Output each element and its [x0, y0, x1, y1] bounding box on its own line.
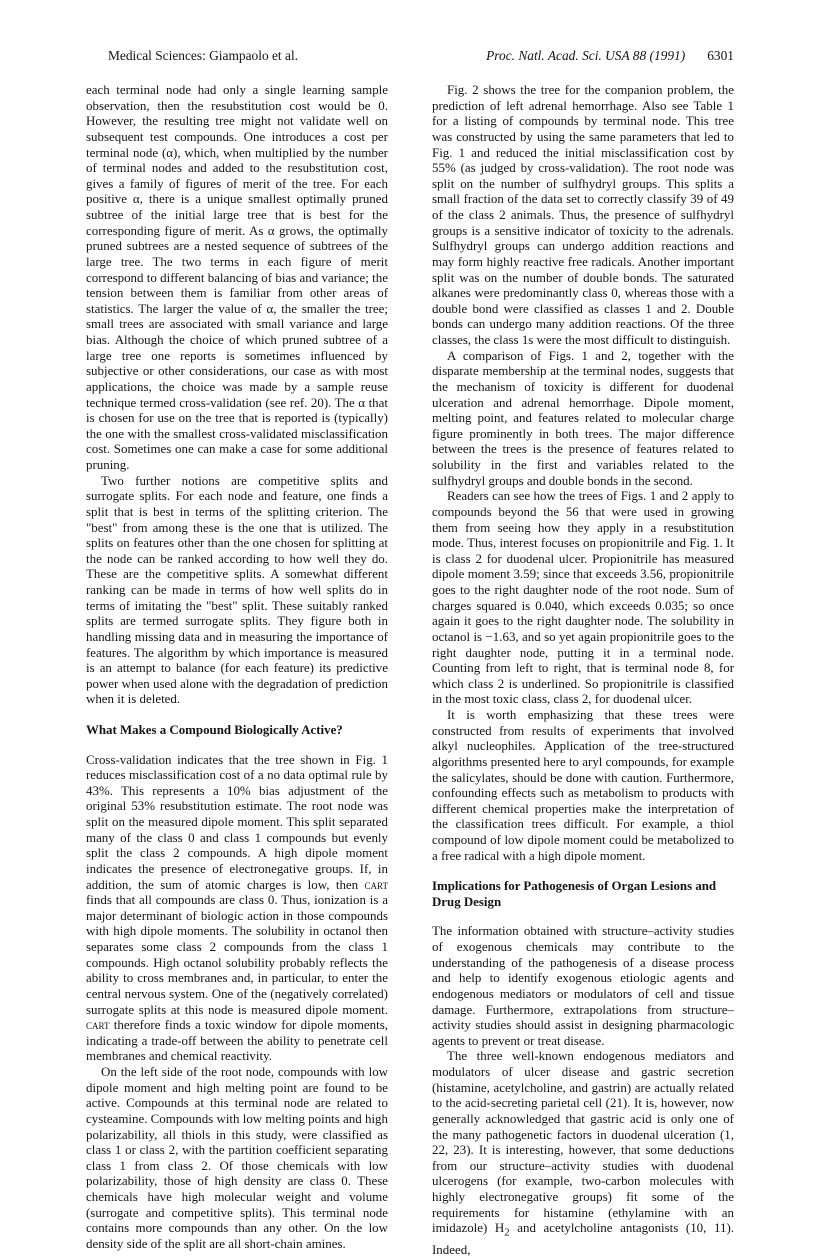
paragraph: Cross-validation indicates that the tree shown in Fig. 1 reduces misclassification cost of a no data optimal rule by 43%. This represents a 10% bias adjustment of the original 53% resubstitution estimate. The root node was split on the measured dipole moment. This split separated many of the class 0 and class 1 compounds but evenly split the class 2 compounds. A high dipole moment indicates the presence of electronegative groups. If, in addition, the sum of atomic charges is low, then cart finds that all compounds are class 0. Thus, ionization is a major determinant of biologic action in those compounds with high dipole moments. The solubility in octanol then separates some class 2 compounds from the class 1 compounds. High octanol solubility probably reflects the ability to cross membranes and, in particular, to enter the central nervous system. One of the (negatively correlated) surrogate splits at this node is measured dipole moment. cart therefore finds a toxic window for dipole moments, indicating a trade-off between the ability to penetrate cell membranes and chemical reactivity.: [86, 751, 388, 1064]
paragraph: Readers can see how the trees of Figs. 1 and 2 apply to compounds beyond the 56 that were used in growing them from seeing how they apply in a resubstitution mode. Thus, interest focuses on propionitrile and Fig. 1. It is class 2 for duodenal ulcer. Propionitrile has measured dipole moment 3.59; since that exceeds 3.56, propionitrile goes to the right daughter node of the root node. Sum of charges squared is 0.040, which exceeds 0.035; so once again it goes to the right daughter node. The solubility in octanol is −1.63, and so yet again propionitrile goes to the right daughter node, putting it in a terminal node. Counting from left to right, that is terminal node 8, for which class 2 is underlined. So propionitrile is classified in the most toxic class, class 2, for duodenal ulcer.: [432, 488, 734, 707]
paragraph: each terminal node had only a single learning sample observation, then the resubstitution cost would be 0. However, the resulting tree might not validate well on subsequent test compounds. One introduces a cost per terminal node (α), which, when multiplied by the number of terminal nodes and added to the resubstitution cost, gives a family of figures of merit of the tree. For each positive α, there is a unique smallest optimally pruned subtree of the initial large tree that is best for the corresponding figure of merit. As α grows, the optimally pruned subtrees are a nested sequence of subtrees of the large tree. The two terms in each figure of merit correspond to different balancing of bias and variance; the tension between them is familiar from other areas of statistics. The larger the value of α, the smaller the tree; small trees are associated with small variance and large bias. Although the choice of which pruned subtree of a large tree one reports is sometimes influenced by subjective or other considerations, our case as with most applications, the choice was made by a sample reuse technique termed cross-validation (see ref. 20). The α that is chosen for use on the tree that is reported is (typically) the one with the smallest cross-validated misclassification cost. Sometimes one can make a case for some additional pruning.: [86, 82, 388, 472]
cart-abbrev: cart: [364, 876, 388, 892]
paragraph: Fig. 2 shows the tree for the companion problem, the prediction of left adrenal hemorrhage. Also see Table 1 for a listing of compounds by terminal node. This tree was constructed by using the same parameters that led to Fig. 1 and reduced the initial misclassification cost by 55% (as judged by cross-validation). The root node was split on the number of sulfhydryl groups. This splits a small fraction of the data set to correctly classify 39 of 49 of the class 2 animals. Thus, the presence of sulfhydryl groups is a sensitive indicator of toxicity to the adrenals. Sulfhydryl groups can undergo addition reactions and may form highly reactive free radicals. Another important split was on the number of double bonds. The saturated alkanes were predominantly class 0, whereas those with a double bond were classified as classes 1 and 2. Double bonds can undergo many addition reactions. Of the three classes, the class 1s were the most difficult to distinguish.: [432, 82, 734, 347]
paragraph: A comparison of Figs. 1 and 2, together with the disparate membership at the terminal nodes, suggests that the mechanism of toxicity is different for duodenal ulceration and adrenal hemorrhage. Dipole moment, melting point, and features related to molecular charge figure prominently in both trees. The major difference between the trees is the presence of features related to solubility in the first and variables related to the sulfhydryl groups and double bonds in the second.: [432, 347, 734, 488]
running-header: [108, 48, 734, 68]
paragraph: On the left side of the root node, compounds with low dipole moment and high melting point are found to be active. Compounds at this terminal node are related to cysteamine. Compounds with low melting points and high polarizability, all thiols in this study, were classified as class 1 or class 2, with the partition coefficient separating class 1 from class 2. Of those chemicals with low polarizability, those of high density are class 0. These chemicals have high molecular weight and volume (surrogate and competitive splits). This terminal node contains more compounds than any other. On the low density side of the split are all short-chain amines.: [86, 1064, 388, 1251]
left-column: [86, 82, 388, 1252]
right-column: [432, 82, 734, 1257]
paragraph: The three well-known endogenous mediators and modulators of ulcer disease and gastric secretion (histamine, acetylcholine, and gastrin) are actually related to the acid-secreting parietal cell (21). It is, however, now generally acknowledged that gastric acid is only one of the many pathogenetic factors in duodenal ulceration (1, 22, 23). It is interesting, however, that some deductions from our structure–activity studies with duodenal ulcerogens (for example, two-carbon molecules with highly electronegative groups) fit some of the requirements for histamine (ethylamine with an imidazole) $H_2$ and acetylcholine antagonists (10, 11). Indeed,: [432, 1048, 734, 1257]
section-heading: Implications for Pathogenesis of Organ Lesions and Drug Design: [432, 879, 717, 909]
header-journal: Proc. Natl. Acad. Sci. USA 88 (1991): [486, 48, 686, 63]
cart-abbrev: cart: [86, 1017, 110, 1033]
header-section-authors: Medical Sciences: Giampaolo et al.: [108, 48, 299, 63]
header-journal-block: [486, 48, 734, 64]
paragraph: The information obtained with structure–activity studies of exogenous chemicals may contribute to the understanding of the pathogenesis of a disease process and help to identify exogenous etiologic agents and endogenous mediators or modulators of cell and tissue damage. Furthermore, extrapolations from structure–activity studies should assist in designing pharmacologic agents to prevent or treat disease.: [432, 923, 734, 1048]
header-page-number: 6301: [707, 48, 734, 63]
section-heading: What Makes a Compound Biologically Active?: [86, 723, 343, 737]
paragraph: It is worth emphasizing that these trees were constructed from results of experiments that involved alkyl nucleophiles. Application of the tree-structured algorithms presented here to aryl compounds, for example the salicylates, should be done with caution. Furthermore, confounding effects such as metabolism to products with different chemical properties make the interpretation of the classification trees difficult. For example, a thiol compound of low dipole moment could be metabolized to a free radical with a high dipole moment.: [432, 707, 734, 863]
paragraph: Two further notions are competitive splits and surrogate splits. For each node and feature, one finds a split that is best in terms of the splitting criterion. The "best" from among these is the one that is utilized. The splits on features other than the one chosen for splitting at the node can be ranked according to how well they do. These are the competitive splits. A somewhat different ranking can be made in terms of how well splits do in terms of imitating the "best" split. These suitably ranked splits are termed surrogate splits. They figure both in handling missing data and in measuring the importance of features. The algorithm by which importance is measured is an attempt to balance (for each feature) its predictive power when used alone with the degradation of prediction when it is deleted.: [86, 472, 388, 707]
